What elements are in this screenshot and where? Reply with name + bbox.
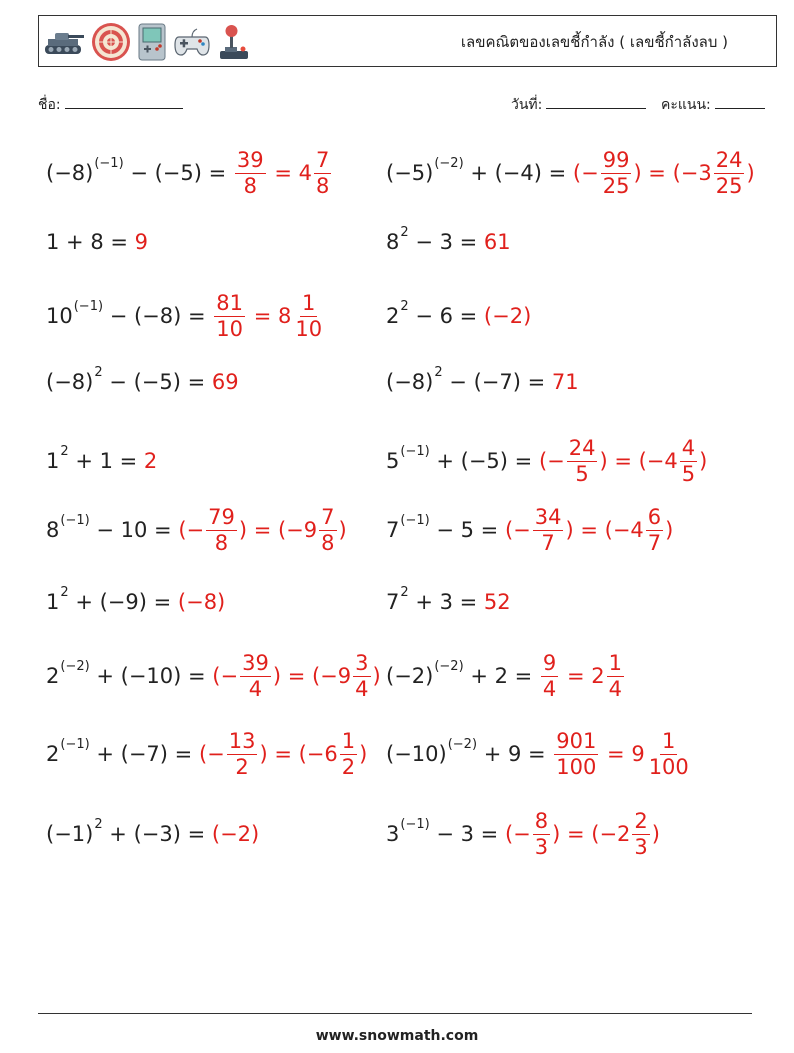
problem-base: (−10) (386, 742, 447, 766)
answer (178, 590, 225, 614)
fraction-numerator: 7 (321, 504, 335, 529)
answer-fraction (227, 729, 258, 780)
answer-fraction (632, 809, 649, 860)
answer-fraction (647, 729, 691, 780)
problem-base: (−1) (46, 822, 94, 846)
fraction-denominator: 8 (214, 530, 229, 555)
problem-expression: + 9 = (477, 742, 553, 766)
problem (386, 646, 626, 706)
answer-text: (− (212, 664, 239, 688)
problem-exponent: 2 (434, 364, 443, 380)
worksheet-title: เลขคณิตของเลขชี้กำลัง ( เลขชี้กำลังลบ ) (460, 33, 728, 51)
fraction-numerator: 4 (681, 435, 696, 460)
fraction-numerator: 2 (634, 808, 648, 833)
fraction-denominator: 10 (216, 316, 244, 341)
problem (46, 646, 381, 706)
fraction-numerator: 24 (715, 147, 743, 172)
fraction-numerator: 7 (315, 147, 330, 172)
problem-base: (−2) (386, 664, 434, 688)
answer-fraction (607, 651, 624, 702)
answer-text: 2 (143, 449, 158, 473)
problem-expression: + 1 = (68, 449, 144, 473)
problem-expression: + (−5) = (429, 449, 539, 473)
header-icons (43, 21, 251, 63)
name-field (38, 94, 183, 116)
answer-fraction (293, 291, 324, 342)
problem-expression: − 6 = (408, 304, 484, 328)
answer-fraction (353, 651, 370, 702)
problem-expression: − (−5) = (102, 370, 212, 394)
date-label: วันที่: (511, 97, 543, 113)
score-blank[interactable] (715, 94, 765, 109)
fraction-numerator: 39 (236, 147, 264, 172)
fraction-denominator: 5 (681, 461, 696, 486)
answer-text: ) (338, 518, 347, 542)
answer-text: ) = (−9 (272, 664, 352, 688)
problem-expression: + 2 = (463, 664, 539, 688)
name-blank[interactable] (65, 94, 183, 109)
answer-text: ) = (−9 (238, 518, 318, 542)
footer-divider (38, 1013, 752, 1014)
problem-base: (−8) (46, 161, 94, 185)
fraction-numerator: 24 (568, 435, 596, 460)
answer-text: (− (538, 449, 565, 473)
answer (505, 809, 660, 860)
problem (386, 500, 673, 560)
problem (386, 431, 707, 491)
fraction-numerator: 1 (662, 728, 676, 753)
answer-text: (− (504, 518, 531, 542)
problem-exponent: (−1) (73, 298, 104, 314)
answer-text: ) (359, 742, 368, 766)
problem (46, 352, 239, 412)
name-label: ชื่อ: (38, 97, 61, 113)
problem-base: 7 (386, 518, 400, 542)
problem-exponent: (−1) (94, 155, 124, 171)
fraction-numerator: 901 (556, 728, 597, 753)
answer (212, 370, 239, 394)
fraction-denominator: 8 (315, 173, 330, 198)
answer-text: ) (372, 664, 381, 688)
problem-exponent: 2 (60, 443, 69, 459)
date-blank[interactable] (546, 94, 646, 109)
answer-fraction (235, 148, 266, 199)
answer-text: (− (178, 518, 205, 542)
problem-exponent: 2 (60, 584, 69, 600)
problem-exponent: (−1) (60, 736, 90, 752)
problem-base: 2 (46, 742, 60, 766)
fraction-denominator: 3 (634, 834, 648, 859)
answer-text: 69 (211, 370, 239, 394)
problem (386, 572, 511, 632)
answer-text: (−8) (177, 590, 226, 614)
answer-fraction (214, 291, 245, 342)
problem-base: 7 (386, 590, 400, 614)
problem (386, 804, 660, 864)
problem-exponent: 2 (94, 816, 103, 832)
answer-text: (−2) (211, 822, 260, 846)
answer (484, 304, 531, 328)
fraction-numerator: 13 (228, 728, 256, 753)
problem (386, 212, 511, 272)
answer-text: = 4 (267, 161, 312, 185)
answer-fraction (533, 505, 564, 556)
problem-exponent: (−2) (434, 658, 464, 674)
problem-expression: − (−8) = (103, 304, 213, 328)
problem-expression: + (−10) = (89, 664, 213, 688)
answer (539, 436, 707, 487)
problem-expression: − 5 = (429, 518, 505, 542)
fraction-denominator: 4 (248, 676, 263, 701)
problem-base: 10 (46, 304, 73, 328)
answer-fraction (533, 809, 550, 860)
answer (484, 590, 511, 614)
fraction-numerator: 1 (341, 728, 356, 753)
answer (233, 148, 333, 199)
answer-text: ) = (−3 (633, 161, 712, 185)
problem-exponent: (−2) (60, 658, 90, 674)
problem-exponent: 2 (400, 298, 409, 314)
problem-base: 8 (46, 518, 60, 542)
fraction-denominator: 100 (648, 754, 689, 779)
problem (46, 286, 326, 346)
problem-expression: + 3 = (408, 590, 484, 614)
fraction-numerator: 1 (302, 290, 316, 315)
answer-fraction (319, 505, 336, 556)
answer (135, 230, 148, 254)
problem-exponent: (−1) (400, 816, 430, 832)
date-field (511, 94, 646, 116)
fraction-denominator: 2 (341, 754, 356, 779)
problem (386, 724, 693, 784)
problem-base: 1 (46, 449, 60, 473)
answer-fraction (340, 729, 357, 780)
problem-exponent: (−1) (60, 512, 90, 528)
answer-text: 52 (483, 590, 511, 614)
answer (505, 505, 673, 556)
fraction-denominator: 2 (235, 754, 249, 779)
answer-text: ) = (−4 (599, 449, 678, 473)
answer-fraction (541, 651, 558, 702)
fraction-denominator: 25 (602, 173, 630, 198)
problem-exponent: (−2) (434, 155, 464, 171)
fraction-denominator: 7 (541, 530, 555, 555)
dartboard-icon (91, 22, 131, 62)
answer-text: ) = (−6 (259, 742, 338, 766)
fraction-numerator: 99 (602, 147, 630, 172)
problem-expression: − (−5) = (123, 161, 233, 185)
problem-exponent: 2 (400, 224, 409, 240)
answer-text: ) (746, 161, 755, 185)
footer-url: www.snowmath.com (315, 1028, 479, 1044)
answer-fraction (646, 505, 663, 556)
fraction-numerator: 3 (355, 650, 369, 675)
problem-expression: + (−7) = (89, 742, 199, 766)
answer-text: (− (572, 161, 599, 185)
answer-text: 71 (551, 370, 579, 394)
problem-base: (−8) (46, 370, 94, 394)
joystick-icon (217, 23, 251, 61)
answer-text: ) = (−2 (552, 822, 631, 846)
fraction-denominator: 100 (556, 754, 597, 779)
fraction-denominator: 4 (542, 676, 557, 701)
problem-expression: + (−9) = (68, 590, 178, 614)
problem (46, 431, 157, 491)
fraction-numerator: 34 (534, 504, 562, 529)
handheld-console-icon (137, 23, 167, 61)
answer (552, 370, 579, 394)
fraction-denominator: 10 (295, 316, 323, 341)
answer-fraction (714, 148, 745, 199)
answer-text: = 9 (600, 742, 645, 766)
problem (46, 804, 259, 864)
answer (212, 822, 259, 846)
tank-icon (43, 27, 85, 57)
answer-text: ) (699, 449, 708, 473)
problem-base: 1 (46, 230, 60, 254)
answer-fraction (601, 148, 632, 199)
answer (144, 449, 157, 473)
fraction-denominator: 7 (647, 530, 662, 555)
problem-expression: − (−7) = (442, 370, 552, 394)
answer-text: 9 (134, 230, 149, 254)
problem (386, 352, 579, 412)
answer-text: ) = (−4 (565, 518, 644, 542)
problem-exponent: 2 (94, 364, 103, 380)
problem (46, 572, 225, 632)
header-box (38, 15, 777, 67)
problem (46, 724, 367, 784)
fraction-denominator: 3 (534, 834, 549, 859)
fraction-numerator: 6 (647, 504, 662, 529)
fraction-numerator: 9 (542, 650, 557, 675)
problem-base: 1 (46, 590, 60, 614)
problem-base: 3 (386, 822, 400, 846)
problem-exponent: (−1) (400, 443, 430, 459)
problem-base: (−8) (386, 370, 434, 394)
problem-expression: − 10 = (89, 518, 179, 542)
fraction-numerator: 81 (216, 290, 244, 315)
answer (552, 729, 693, 780)
problem-expression: + 8 = (59, 230, 135, 254)
answer (199, 729, 367, 780)
problem (46, 143, 333, 203)
problem-exponent: 2 (400, 584, 409, 600)
answer-fraction (314, 148, 331, 199)
fraction-denominator: 4 (608, 676, 622, 701)
answer-fraction (680, 436, 697, 487)
problem-base: 8 (386, 230, 400, 254)
answer (484, 230, 511, 254)
score-label: คะแนน: (661, 97, 711, 113)
fraction-denominator: 8 (243, 173, 257, 198)
answer-fraction (206, 505, 237, 556)
answer (539, 651, 626, 702)
score-field (661, 94, 765, 116)
answer-fraction (567, 436, 598, 487)
answer-fraction (240, 651, 271, 702)
problem-expression: + (−3) = (102, 822, 212, 846)
answer-text: 61 (483, 230, 511, 254)
problem (386, 286, 531, 346)
fraction-denominator: 4 (355, 676, 369, 701)
answer-text: = 2 (560, 664, 605, 688)
fraction-denominator: 8 (321, 530, 335, 555)
answer (212, 291, 326, 342)
answer-text: (− (504, 822, 531, 846)
problem-base: 2 (46, 664, 60, 688)
problem-base: 2 (386, 304, 400, 328)
answer-text: = 8 (247, 304, 292, 328)
problem-base: 5 (386, 449, 400, 473)
problem-exponent: (−1) (400, 512, 430, 528)
answer-text: (−2) (483, 304, 532, 328)
problem-base: (−5) (386, 161, 434, 185)
fraction-denominator: 25 (715, 173, 743, 198)
gamepad-icon (173, 25, 211, 59)
problem-exponent: (−2) (447, 736, 478, 752)
answer-text: ) (665, 518, 674, 542)
problem (46, 500, 347, 560)
problem-expression: − 3 = (429, 822, 505, 846)
fraction-numerator: 1 (608, 650, 622, 675)
fraction-numerator: 39 (242, 650, 269, 675)
problem (386, 143, 755, 203)
answer (212, 651, 380, 702)
problem-expression: − 3 = (408, 230, 484, 254)
problem-expression: + (−4) = (463, 161, 573, 185)
fraction-numerator: 79 (208, 504, 235, 529)
answer (573, 148, 755, 199)
fraction-numerator: 8 (534, 808, 549, 833)
answer (178, 505, 346, 556)
fraction-denominator: 5 (575, 461, 589, 486)
problem (46, 212, 148, 272)
answer-text: (− (198, 742, 225, 766)
answer-text: ) (651, 822, 660, 846)
answer-fraction (554, 729, 598, 780)
